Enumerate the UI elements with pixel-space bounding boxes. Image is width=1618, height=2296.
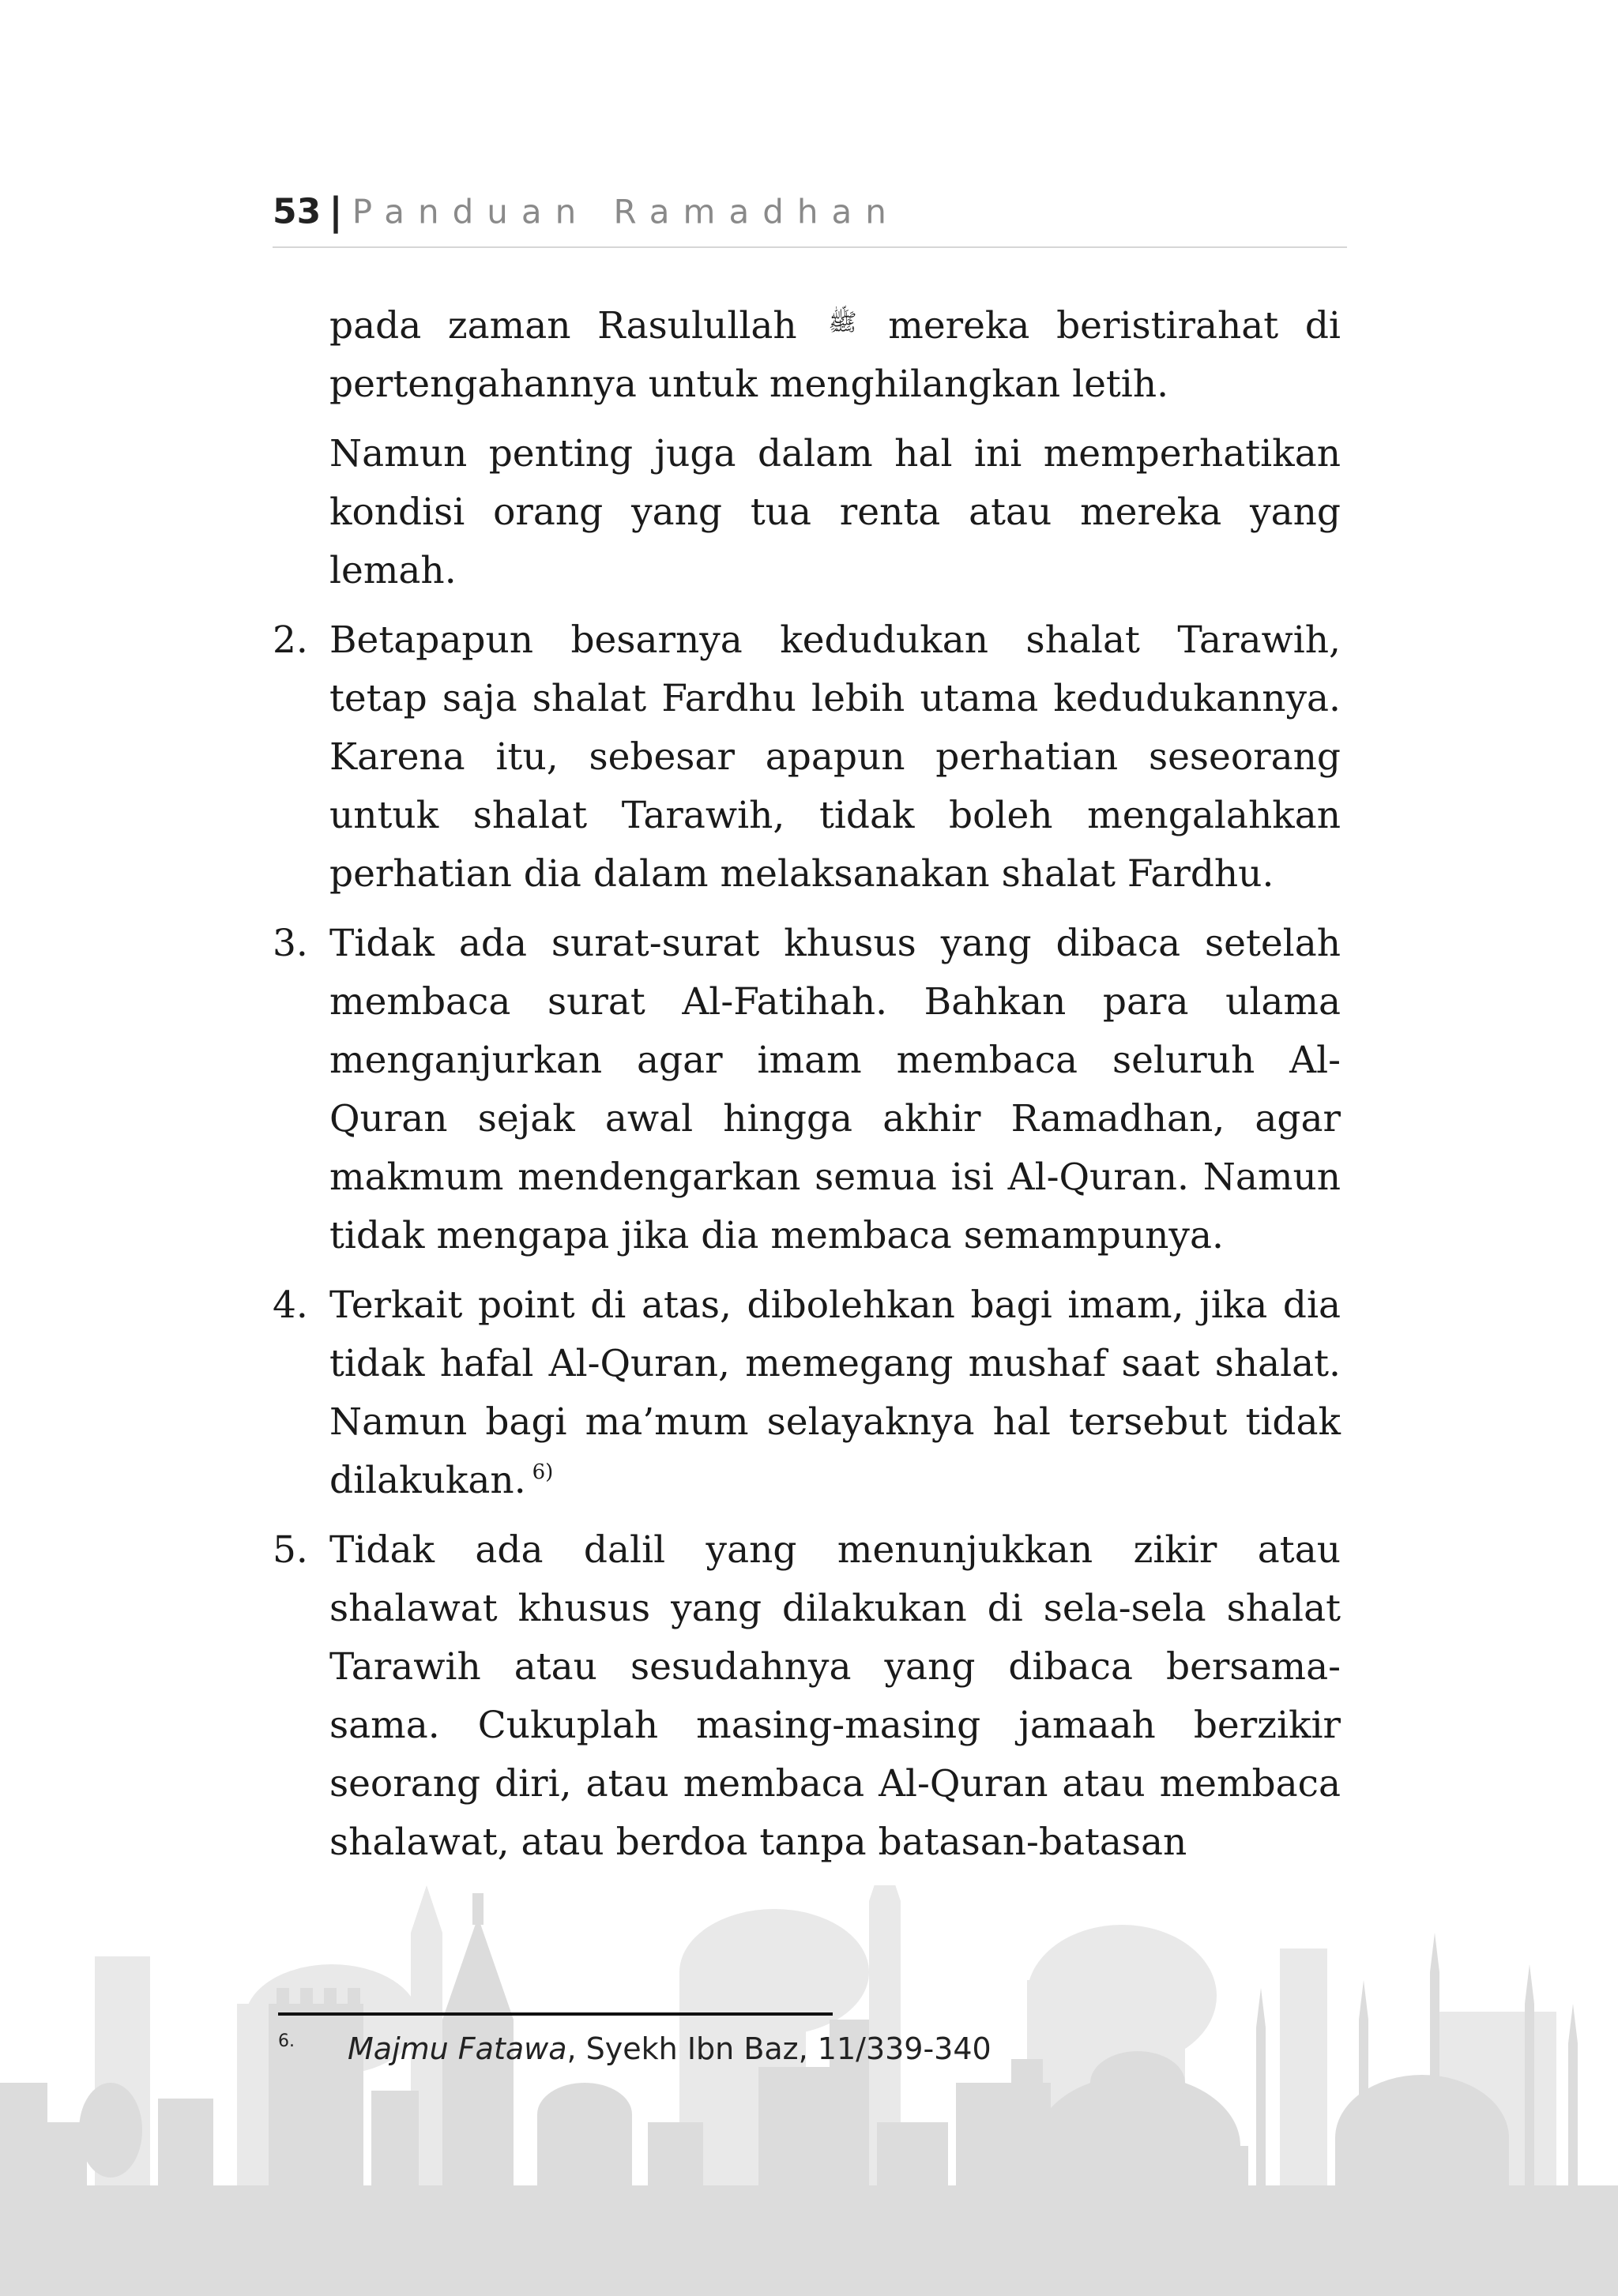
running-header <box>273 190 1347 245</box>
list-item-number: 2. <box>273 618 308 662</box>
footnote <box>278 2031 1345 2066</box>
intro-text-end: mereka beristirahat di pertengahannya untuk menghilangkan letih. <box>329 304 1341 406</box>
list-item-text: Betapapun besarnya kedudukan shalat Tarawih, tetap saja shalat Fardhu lebih utama kedudukannya. Karena itu, sebesar apapun perhatian seseorang untuk shalat Tarawih, tidak boleh mengalahkan perhatian dia dalam melaksanakan shalat Fardhu. <box>329 618 1341 896</box>
footnote-number: 6. <box>278 2031 295 2051</box>
list-item-text: Tidak ada dalil yang menunjukkan zikir atau shalawat khusus yang dilakukan di sela-sela shalat Tarawih atau sesudahnya yang dibaca bersama-sama. Cukuplah masing-masing jamaah berzikir seorang diri, atau membaca Al-Quran atau membaca shalawat, atau berdoa tanpa batasan-batasan <box>329 1528 1341 1864</box>
list-item <box>273 611 1341 904</box>
footnote-divider <box>278 2012 833 2016</box>
list-item-number: 5. <box>273 1528 308 1572</box>
continuation-paragraph <box>273 297 1341 414</box>
list-item <box>273 1276 1341 1510</box>
footnote-source-title: Majmu Fatawa <box>348 2031 567 2066</box>
salawat-honorific: ﷺ <box>828 309 857 336</box>
list-item-number: 3. <box>273 922 308 965</box>
list-item-number: 4. <box>273 1283 308 1327</box>
list-item <box>273 1521 1341 1872</box>
list-item-text: Terkait point di atas, dibolehkan bagi imam, jika dia tidak hafal Al-Quran, memegang mushaf saat shalat. Namun bagi ma’mum selayaknya hal tersebut tidak dilakukan. <box>329 1283 1341 1502</box>
header-divider <box>273 246 1347 248</box>
list-item-text: Tidak ada surat-surat khusus yang dibaca setelah membaca surat Al-Fatihah. Bahkan para ulama menganjurkan agar imam membaca seluruh Al-Quran sejak awal hingga akhir Ramadhan, agar makmum mendengarkan semua isi Al-Quran. Namun tidak mengapa jika dia membaca semampunya. <box>329 922 1341 1257</box>
header-separator: | <box>329 190 343 234</box>
footnote-source-detail: , Syekh Ibn Baz, 11/339-340 <box>566 2031 991 2066</box>
list-item <box>273 915 1341 1265</box>
book-title: Panduan Ramadhan <box>352 192 900 231</box>
note-paragraph: Namun penting juga dalam hal ini memperhatikan kondisi orang yang tua renta atau mereka yang lemah. <box>329 432 1341 592</box>
page-number: 53 <box>273 191 322 232</box>
body-text <box>273 297 1341 1883</box>
intro-text-start: pada zaman Rasulullah <box>329 304 797 348</box>
city-skyline-illustration <box>0 1885 1618 2296</box>
footnote-reference[interactable]: 6) <box>532 1460 554 1484</box>
